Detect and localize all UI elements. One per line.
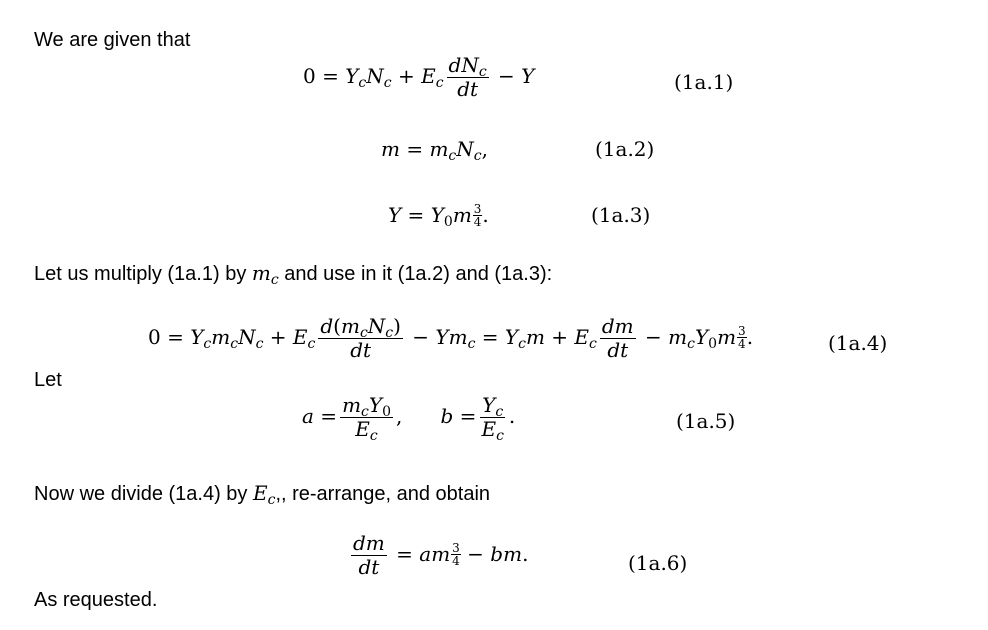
inline-math-mc: $m_c$	[251, 261, 279, 288]
equation-number-1a-5: (1a.5)	[676, 409, 736, 433]
let-text: Let	[34, 369, 62, 391]
equation-1a-3: $Y = Y_0m$ $\frac{3}{4}$ .	[388, 202, 489, 230]
inline-math-ec: $E_c$	[252, 481, 276, 508]
intro-text: We are given that	[34, 29, 191, 51]
divide-text: Now we divide (1a.4) by $E_c$,, re-arrange, and obtain	[34, 481, 491, 508]
equation-number-1a-1: (1a.1)	[674, 70, 734, 94]
equation-1a-2: $m = m_cN_c$,	[381, 137, 488, 164]
equation-number-1a-6: (1a.6)	[628, 551, 688, 575]
equation-1a-5: a = $\frac{m_cY_0}{E_c}$ , b = $\frac{Y_c}{E_c}$ .	[302, 393, 516, 444]
equation-1a-1: $0 = Y_cN_c + E_c$ $\frac{dN_c}{dt}$ − Y	[303, 53, 535, 101]
equation-1a-6: $\frac{dm}{dt}$ = am $\frac{3}{4}$ − bm.	[353, 531, 529, 579]
closing-text: As requested.	[34, 589, 158, 611]
equation-number-1a-4: (1a.4)	[828, 331, 888, 355]
equation-number-1a-3: (1a.3)	[591, 203, 651, 227]
equation-1a-4: $0 = Y_cm_cN_c + E_c$ $\frac{d(m_cN_c)}{dt}$ − $Ym_c = Y_cm + E_c$ $\frac{dm}{dt}$ − $m_cY_0m$ $\frac{3}{4}$ .	[148, 314, 754, 362]
equation-number-1a-2: (1a.2)	[595, 137, 655, 161]
multiply-text: Let us multiply (1a.1) by $m_c$ and use in it (1a.2) and (1a.3):	[34, 261, 553, 288]
